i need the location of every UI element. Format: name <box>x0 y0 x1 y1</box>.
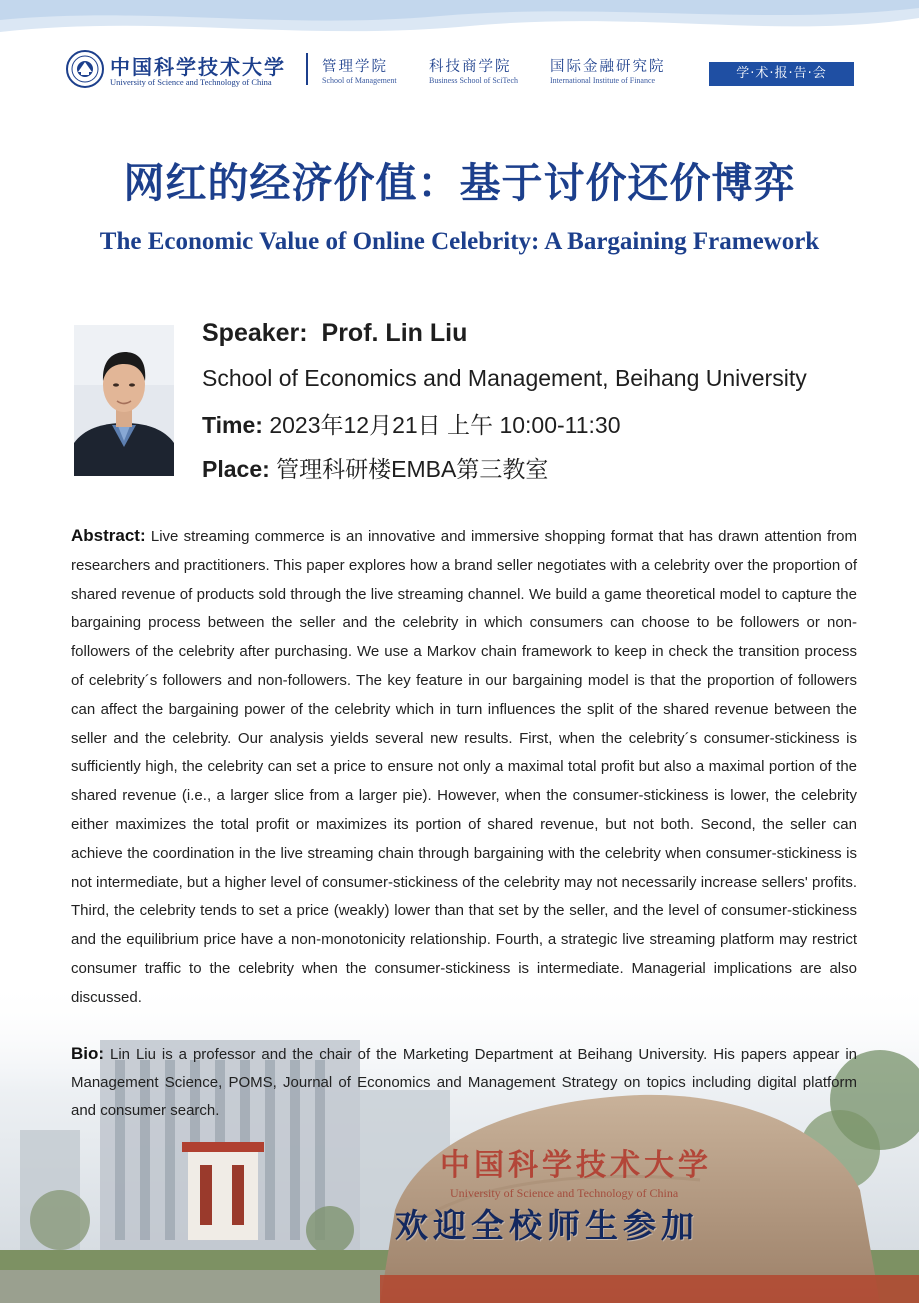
abstract-text: Live streaming commerce is an innovative and immersive shopping format that has drawn attention from researchers and practitioners. This paper explores how a brand seller negotiates with a celebrity over the proportion of shared revenue of products sold through the live streaming channel. We build a game theoretical model to capture the bargaining process between the seller and the celebrity in which consumers can choose to be followers or non-followers of the celebrity after purchasing. We use a Markov chain framework to keep in check the transition process of celebrity´s followers and non-followers. The key feature in our bargaining model is that the proportion of followers can affect the bargaining power of the celebrity which in turn influences the split of the shared revenue between the seller and the celebrity. Our analysis yields several new results. First, when the celebrity´s consumer-stickiness is sufficiently high, the celebrity can set a price to ensure not only a maximal total profit but also a maximal portion of the shared revenue (i.e., a larger slice from a larger pie). However, when the consumer-stickiness is lower, the celebrity either maximizes the total profit or maximizes its portion of shared revenue, but not both. Second, the seller can achieve the coordination in the live streaming chain through bargaining with the celebrity when consumer-stickiness is not intermediate, but a higher level of consumer-stickiness of the celebrity may not necessarily increase sellers' profits. Third, the celebrity tends to set a price (weakly) lower than that set by the seller, and the level of consumer-stickiness and the equilibrium price have a non-monotonicity relationship. Fourth, a strategic live streaming platform may restrict consumer traffic to the celebrity when the consumer-stickiness is intermediate. Managerial implications are also discussed. <box>71 528 857 1006</box>
header-bar <box>0 44 919 96</box>
school-finance-institute-cn: 国际金融研究院 <box>550 59 666 75</box>
speaker-label: Speaker: <box>202 319 308 347</box>
bio-label: Bio: <box>71 1044 105 1063</box>
bio-paragraph <box>71 1040 857 1125</box>
school-business-scitech-en: Business School of SciTech <box>429 76 518 85</box>
speaker-photo <box>74 325 174 476</box>
university-seal-icon <box>66 50 104 88</box>
campus-scene <box>0 980 919 1303</box>
speaker-name: Prof. Lin Liu <box>321 319 468 347</box>
school-management-en: School of Management <box>322 76 397 85</box>
university-name-cn: 中国科学技术大学 <box>110 55 286 79</box>
abstract-paragraph <box>71 522 857 1013</box>
school-finance-institute-en: International Institute of Finance <box>550 76 656 85</box>
time-value: 2023年12月21日 上午 10:00-11:30 <box>269 412 621 438</box>
place-label: Place: <box>202 456 270 482</box>
abstract-label: Abstract: <box>71 526 146 545</box>
school-business-scitech <box>429 58 518 86</box>
speaker-affiliation: School of Economics and Management, Beihang University <box>202 365 807 391</box>
time-line <box>202 407 621 440</box>
stone-inscription-cn: 中国科学技术大学 <box>440 1148 712 1183</box>
title-cn: 网红的经济价值：基于讨价还价博弈 <box>123 159 796 207</box>
school-business-scitech-cn: 科技商学院 <box>429 59 512 75</box>
school-management <box>322 58 397 86</box>
bio-text: Lin Liu is a professor and the chair of the Marketing Department at Beihang University. His papers appear in Management Science, POMS, Journal of Economics and Management Strategy on topics including digital platform and consumer search. <box>71 1046 857 1119</box>
university-name-en: University of Science and Technology of China <box>110 77 272 87</box>
speaker-line <box>202 319 467 348</box>
title-en: The Economic Value of Online Celebrity: A Bargaining Framework <box>99 228 820 255</box>
school-finance-institute <box>550 58 666 86</box>
seminar-badge: 学·术·报·告·会 <box>709 62 854 86</box>
speaker-photo-illustration <box>74 325 174 476</box>
header-divider <box>306 53 308 85</box>
time-label: Time: <box>202 412 263 438</box>
stone-inscription-en: University of Science and Technology of China <box>450 1186 679 1200</box>
place-value: 管理科研楼EMBA第三教室 <box>276 456 549 482</box>
school-management-cn: 管理学院 <box>322 59 388 75</box>
place-line <box>202 451 548 484</box>
welcome-slogan: 欢迎全校师生参加 <box>395 1206 699 1245</box>
